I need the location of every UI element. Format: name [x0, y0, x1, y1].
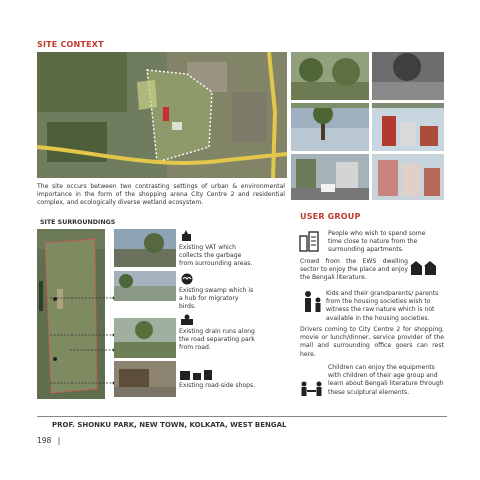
user-text-drivers: Drivers coming to City Centre 2 for shopping, movie or lunch/dinner, service provider of the mall and surrounding office goers can rest here. [300, 326, 444, 358]
site-photo-apartments [372, 154, 444, 200]
houses-icon [410, 260, 438, 276]
site-photo-street [291, 154, 369, 200]
user-text-ews: Crowd from the EWS dwelling sector to enjoy the place and enjoy the Bengali literature. [300, 258, 408, 282]
page-number-separator: | [57, 436, 61, 445]
footer-title: PROF. SHONKU PARK, NEW TOWN, KOLKATA, WEST BENGAL [52, 421, 287, 429]
site-context-heading: SITE CONTEXT [37, 40, 104, 49]
drain-icon [180, 314, 194, 326]
surrounding-photo-vat [114, 229, 176, 267]
page-number-row [37, 436, 60, 445]
site-photo-trees [291, 52, 369, 100]
surrounding-photo-shops [114, 361, 176, 397]
surrounding-text-vat: Existing VAT which collects the garbage from surrounding areas. [179, 244, 253, 268]
user-text-children: Children can enjoy the equipments with children of their age group and learn about Bengali literature through these sculptural elements. [328, 364, 444, 396]
family-icon [302, 290, 324, 314]
user-text-apartments: People who wish to spend some time close to nature from the surrounding apartments. [328, 230, 426, 254]
surrounding-photo-swamp [114, 271, 176, 301]
surrounding-text-swamp: Existing swamp which is a hub for migratory birds. [179, 287, 254, 311]
page-number: 198 [37, 436, 52, 445]
surrounding-text-shops: Existing road-side shops. [179, 382, 256, 389]
user-group-heading: USER GROUP [300, 212, 361, 221]
garbage-vat-icon [180, 230, 194, 242]
footer-rule [37, 416, 447, 417]
apartments-icon [298, 230, 320, 252]
site-photo-lake [291, 108, 369, 151]
surrounding-photo-drain [114, 318, 176, 358]
user-text-family: Kids and their grandparents/ parents from the housing societies wish to witness the raw nature which is not available in the housing societies. [326, 290, 439, 322]
site-photo-buildings [372, 108, 444, 151]
aerial-site-map [37, 52, 287, 178]
surrounding-text-drain: Existing drain runs along the road separating park from road. [179, 328, 255, 352]
site-surroundings-heading: SITE SURROUNDINGS [40, 219, 116, 226]
site-context-caption: The site occurs between two contrasting settings of urban & environmental importance in the form of the shopping arena City Centre 2 and residential complex, and ecologically diverse wetland ecosystem. [37, 183, 285, 207]
site-photo-vat [372, 52, 444, 100]
shops-icon [180, 369, 220, 381]
migratory-birds-icon [180, 273, 194, 285]
children-icon [299, 380, 325, 398]
